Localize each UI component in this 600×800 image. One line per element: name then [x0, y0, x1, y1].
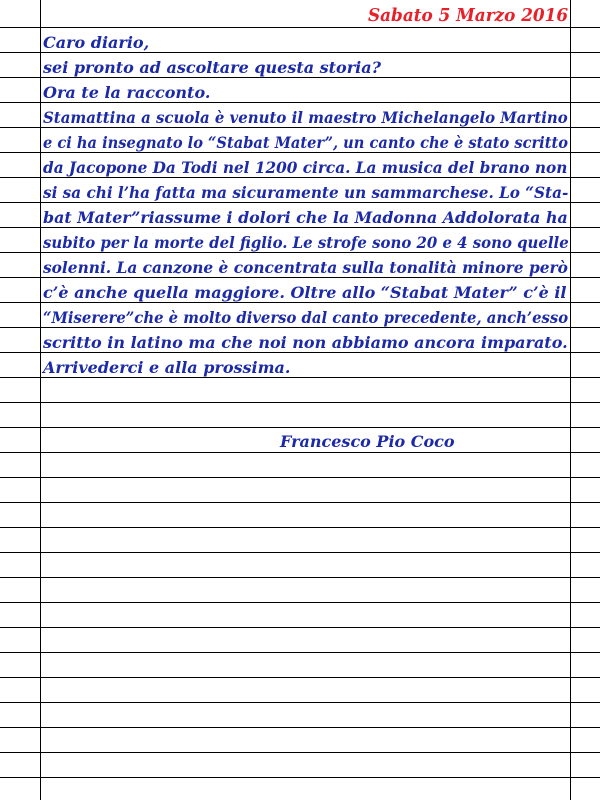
body-line: solenni. La canzone è concentrata sulla tonalità minore però — [43, 258, 568, 277]
body-line: Arrivederci e alla prossima. — [43, 358, 291, 377]
body-line: subito per la morte del figlio. Le strofe sono 20 e 4 sono quelle — [43, 233, 569, 252]
diary-date: Sabato 5 Marzo 2016 — [368, 5, 569, 26]
ruled-line — [0, 402, 600, 403]
ruled-line — [0, 652, 600, 653]
ruled-line — [0, 727, 600, 728]
body-line: c’è anche quella maggiore. Oltre allo “Stabat Mater” c’è il — [43, 283, 567, 302]
ruled-line — [0, 752, 600, 753]
right-margin-line — [570, 0, 571, 800]
body-line: si sa chi l’ha fatta ma sicuramente un sammarchese. Lo “Sta- — [43, 183, 569, 202]
ruled-line — [0, 577, 600, 578]
body-line: e ci ha insegnato lo “Stabat Mater”, un canto che è stato scritto — [43, 133, 568, 152]
ruled-line — [0, 602, 600, 603]
ruled-line — [0, 477, 600, 478]
body-line: Ora te la racconto. — [43, 83, 211, 102]
body-line: Stamattina a scuola è venuto il maestro Michelangelo Martino — [43, 108, 568, 127]
ruled-line — [0, 777, 600, 778]
ruled-line — [0, 552, 600, 553]
ruled-line — [0, 677, 600, 678]
body-line: da Jacopone Da Todi nel 1200 circa. La musica del brano non — [43, 158, 568, 177]
ruled-line — [0, 452, 600, 453]
ruled-line — [0, 627, 600, 628]
body-line: bat Mater”riassume i dolori che la Madonna Addolorata ha — [43, 208, 568, 227]
ruled-line — [0, 27, 600, 28]
greeting: Caro diario, — [43, 33, 150, 52]
ruled-line — [0, 702, 600, 703]
ruled-line — [0, 527, 600, 528]
body-line: scritto in latino ma che noi non abbiamo ancora imparato. — [43, 333, 568, 352]
signature: Francesco Pio Coco — [280, 432, 455, 451]
ruled-line — [0, 427, 600, 428]
body-line: sei pronto ad ascoltare questa storia? — [43, 58, 381, 77]
body-line: “Miserere”che è molto diverso dal canto precedente, anch’esso — [43, 308, 569, 327]
ruled-line — [0, 502, 600, 503]
left-margin-line — [40, 0, 41, 800]
